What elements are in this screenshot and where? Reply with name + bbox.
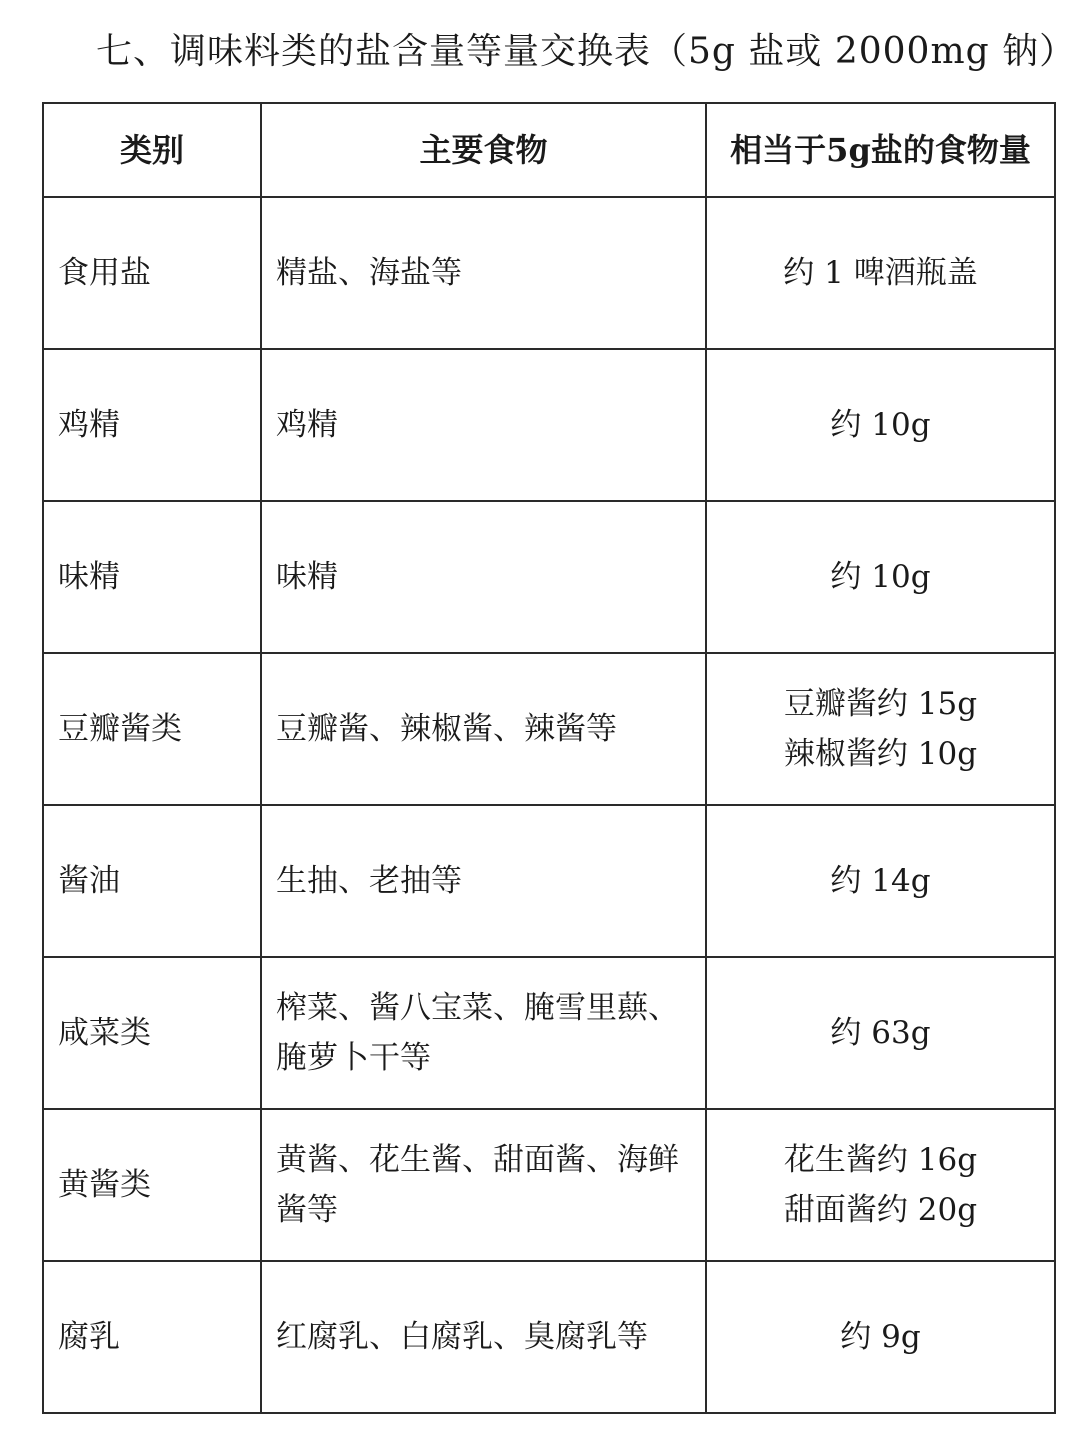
amount-line: 约 10g <box>830 559 931 595</box>
row-category: 酱油 <box>43 805 261 957</box>
row-amount <box>706 653 1055 805</box>
row-foods: 鸡精 <box>261 349 706 501</box>
amount-line: 约 14g <box>830 863 931 899</box>
amount-line: 约 9g <box>840 1319 921 1355</box>
row-amount <box>706 1109 1055 1261</box>
amount-line: 约 10g <box>830 407 931 443</box>
row-category: 腐乳 <box>43 1261 261 1413</box>
row-amount <box>706 805 1055 957</box>
row-amount <box>706 501 1055 653</box>
row-foods: 红腐乳、白腐乳、臭腐乳等 <box>261 1261 706 1413</box>
amount-line: 辣椒酱约 10g <box>783 736 978 772</box>
row-foods: 豆瓣酱、辣椒酱、辣酱等 <box>261 653 706 805</box>
row-foods: 精盐、海盐等 <box>261 197 706 349</box>
row-category: 黄酱类 <box>43 1109 261 1261</box>
page-title: 七、调味料类的盐含量等量交换表（5g 盐或 2000mg 钠） <box>96 31 1077 72</box>
header-main-foods: 主要食物 <box>261 103 706 197</box>
amount-line: 甜面酱约 20g <box>783 1192 978 1228</box>
row-foods: 味精 <box>261 501 706 653</box>
table-row <box>43 1109 1055 1261</box>
row-amount <box>706 197 1055 349</box>
row-amount <box>706 1261 1055 1413</box>
amount-line: 约 63g <box>830 1015 931 1051</box>
row-foods: 黄酱、花生酱、甜面酱、海鲜酱等 <box>261 1109 706 1261</box>
amount-line: 豆瓣酱约 15g <box>783 686 978 722</box>
table-row <box>43 501 1055 653</box>
table-header-row <box>43 103 1055 197</box>
row-category: 食用盐 <box>43 197 261 349</box>
table-row <box>43 653 1055 805</box>
row-amount <box>706 957 1055 1109</box>
table-row <box>43 805 1055 957</box>
table-row <box>43 197 1055 349</box>
table-row <box>43 957 1055 1109</box>
amount-line: 约 1 啤酒瓶盖 <box>783 255 978 291</box>
table-row <box>43 1261 1055 1413</box>
amount-line: 花生酱约 16g <box>783 1142 978 1178</box>
row-foods: 榨菜、酱八宝菜、腌雪里蕻、腌萝卜干等 <box>261 957 706 1109</box>
row-amount <box>706 349 1055 501</box>
salt-exchange-table <box>42 102 1056 1414</box>
row-category: 鸡精 <box>43 349 261 501</box>
row-category: 咸菜类 <box>43 957 261 1109</box>
header-amount: 相当于5g盐的食物量 <box>706 103 1055 197</box>
row-foods: 生抽、老抽等 <box>261 805 706 957</box>
row-category: 豆瓣酱类 <box>43 653 261 805</box>
header-category: 类别 <box>43 103 261 197</box>
table-row <box>43 349 1055 501</box>
row-category: 味精 <box>43 501 261 653</box>
